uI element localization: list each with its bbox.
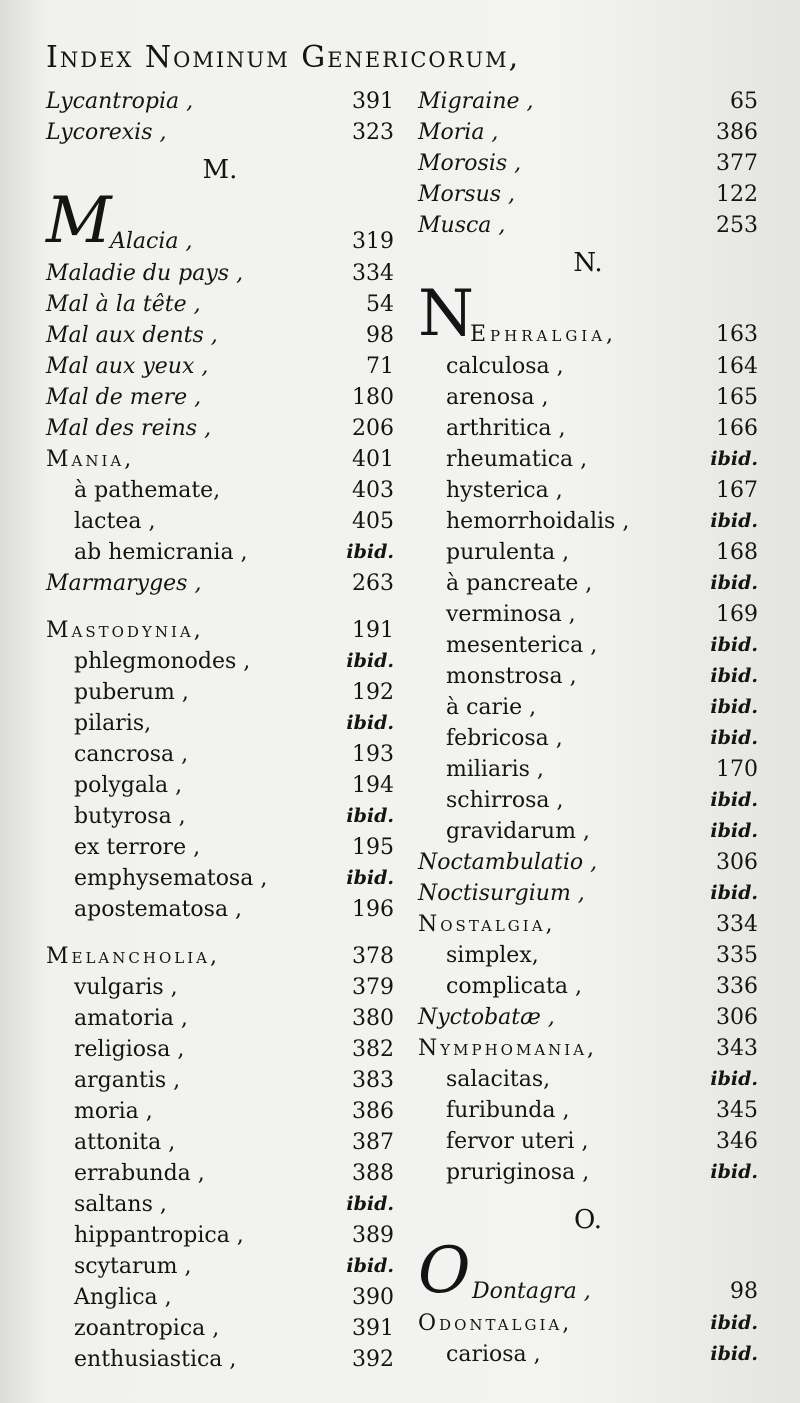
entry-term: simplex,: [446, 943, 539, 968]
entry-term: hemorrhoidalis ,: [446, 509, 630, 534]
index-entry: [418, 475, 758, 506]
entry-page: 383: [352, 1068, 394, 1093]
index-entry: [46, 941, 394, 972]
dropcap-letter: N: [418, 277, 474, 351]
entry-term: pruriginosa ,: [446, 1160, 590, 1185]
dropcap-entry-nephralgia: [418, 277, 758, 351]
entry-page: 382: [352, 1037, 394, 1062]
index-entry: [418, 210, 758, 241]
entry-page: ibid.: [346, 712, 394, 734]
entry-term: Nyctobatæ ,: [418, 1005, 555, 1030]
entry-page: 386: [352, 1099, 394, 1124]
index-entry: [46, 646, 394, 677]
entry-term: Anglica ,: [74, 1285, 172, 1310]
index-entry: [418, 816, 758, 847]
index-entry: [46, 1003, 394, 1034]
index-entry: [418, 661, 758, 692]
index-entry: [418, 692, 758, 723]
entry-page: ibid.: [710, 882, 758, 904]
index-entry: [46, 351, 394, 382]
index-entry: [418, 909, 758, 940]
entry-page: 253: [716, 213, 758, 238]
entry-page: 194: [352, 773, 394, 798]
entry-term: Morsus ,: [418, 182, 516, 207]
index-entry: [46, 1158, 394, 1189]
entry-term: Marmaryges ,: [46, 571, 202, 596]
index-entry: [418, 723, 758, 754]
index-entry: [46, 894, 394, 925]
entry-term: verminosa ,: [446, 602, 576, 627]
entry-page: 164: [716, 354, 758, 379]
entry-page: 386: [716, 120, 758, 145]
index-entry: [418, 148, 758, 179]
entry-term: Morosis ,: [418, 151, 522, 176]
entry-term: errabunda ,: [74, 1161, 205, 1186]
entry-term: gravidarum ,: [446, 819, 590, 844]
entry-page: 391: [352, 1316, 394, 1341]
entry-page: ibid.: [346, 650, 394, 672]
entry-page: ibid.: [346, 805, 394, 827]
entry-term: attonita ,: [74, 1130, 176, 1155]
entry-term: lactea ,: [74, 509, 156, 534]
entry-page: 387: [352, 1130, 394, 1155]
entry-page: 98: [730, 1279, 758, 1304]
index-entry: [46, 832, 394, 863]
entry-term: purulenta ,: [446, 540, 570, 565]
entry-term: salacitas,: [446, 1067, 551, 1092]
entry-page: 389: [352, 1223, 394, 1248]
index-entry: [46, 1313, 394, 1344]
entry-page: ibid.: [710, 1161, 758, 1183]
entry-term: Mal de mere ,: [46, 385, 202, 410]
entry-term: Dontagra ,: [472, 1279, 591, 1304]
entry-page: 163: [716, 322, 758, 347]
left-mastodynia-entries: [46, 615, 394, 925]
section-heading-n: N.: [573, 248, 603, 278]
index-entry: [418, 1002, 758, 1033]
entry-term: ex terrore ,: [74, 835, 201, 860]
entry-term: hippantropica ,: [74, 1223, 244, 1248]
entry-page: 196: [352, 897, 394, 922]
entry-page: 334: [352, 261, 394, 286]
index-entry: [46, 289, 394, 320]
entry-term: arenosa ,: [446, 385, 549, 410]
index-entry: [46, 568, 394, 599]
right-column: [418, 86, 758, 1370]
entry-page: ibid.: [710, 448, 758, 470]
entry-term: schirrosa ,: [446, 788, 564, 813]
entry-page: 343: [716, 1036, 758, 1061]
right-odontalgia-entries: [418, 1308, 758, 1370]
entry-page: 345: [716, 1098, 758, 1123]
index-entry: [418, 1126, 758, 1157]
entry-term: Noctambulatio ,: [418, 850, 598, 875]
entry-page: ibid.: [710, 665, 758, 687]
index-entry: [46, 739, 394, 770]
entry-term: complicata ,: [446, 974, 582, 999]
entry-term: cancrosa ,: [74, 742, 189, 767]
entry-term: Mania,: [46, 447, 135, 472]
page-header: Index Nominum Genericorum,: [46, 40, 521, 75]
entry-term: scytarum ,: [74, 1254, 192, 1279]
entry-term: mesenterica ,: [446, 633, 598, 658]
index-entry: [46, 615, 394, 646]
entry-term: febricosa ,: [446, 726, 563, 751]
entry-page: 122: [716, 182, 758, 207]
entry-page: ibid.: [346, 1193, 394, 1215]
entry-page: 377: [716, 151, 758, 176]
entry-term: amatoria ,: [74, 1006, 188, 1031]
index-entry: [418, 179, 758, 210]
entry-page: ibid.: [710, 1068, 758, 1090]
index-entry: [418, 382, 758, 413]
right-nephralgia-entries: [418, 351, 758, 1188]
entry-term: religiosa ,: [74, 1037, 185, 1062]
dropcap-letter: O: [418, 1234, 471, 1308]
entry-term: moria ,: [74, 1099, 153, 1124]
index-entry: [46, 1127, 394, 1158]
entry-page: 392: [352, 1347, 394, 1372]
entry-term: puberum ,: [74, 680, 189, 705]
index-entry: [418, 1157, 758, 1188]
index-entry: [418, 413, 758, 444]
entry-page: 71: [366, 354, 394, 379]
entry-term: phlegmonodes ,: [74, 649, 251, 674]
entry-page: 336: [716, 974, 758, 999]
index-entry: [46, 413, 394, 444]
index-entry: [46, 1189, 394, 1220]
index-entry: [418, 1064, 758, 1095]
index-entry: [418, 878, 758, 909]
entry-page: ibid.: [710, 1312, 758, 1334]
left-melancholia-entries: [46, 941, 394, 1375]
entry-term: cariosa ,: [446, 1342, 541, 1367]
entry-term: Mal des reins ,: [46, 416, 212, 441]
left-top-entries: [46, 86, 394, 148]
entry-term: butyrosa ,: [74, 804, 186, 829]
entry-term: apostematosa ,: [74, 897, 243, 922]
entry-term: hysterica ,: [446, 478, 563, 503]
entry-term: Maladie du pays ,: [46, 261, 244, 286]
entry-page: 391: [352, 89, 394, 114]
index-entry: [46, 708, 394, 739]
index-entry: [418, 630, 758, 661]
entry-term: ab hemicrania ,: [74, 540, 248, 565]
entry-page: ibid.: [710, 510, 758, 532]
dropcap-entry-malacia: [46, 184, 394, 258]
section-heading-m: M.: [202, 155, 238, 185]
entry-term: fervor uteri ,: [446, 1129, 589, 1154]
entry-page: 65: [730, 89, 758, 114]
entry-page: 346: [716, 1129, 758, 1154]
entry-page: 390: [352, 1285, 394, 1310]
entry-term: polygala ,: [74, 773, 183, 798]
index-entry: [46, 1096, 394, 1127]
entry-term: rheumatica ,: [446, 447, 588, 472]
entry-term: saltans ,: [74, 1192, 167, 1217]
index-entry: [46, 475, 394, 506]
index-entry: [418, 847, 758, 878]
entry-page: 263: [352, 571, 394, 596]
index-entry: [418, 599, 758, 630]
index-entry: [418, 1095, 758, 1126]
entry-term: arthritica ,: [446, 416, 566, 441]
index-entry: [418, 444, 758, 475]
entry-page: 98: [366, 323, 394, 348]
entry-page: 335: [716, 943, 758, 968]
entry-term: Nostalgia,: [418, 912, 556, 937]
entry-page: 170: [716, 757, 758, 782]
index-entry: [418, 86, 758, 117]
entry-term: argantis ,: [74, 1068, 181, 1093]
entry-page: ibid.: [710, 727, 758, 749]
entry-page: 334: [716, 912, 758, 937]
entry-page: 54: [366, 292, 394, 317]
dropcap-letter: M: [46, 184, 112, 258]
entry-term: enthusiastica ,: [74, 1347, 237, 1372]
entry-term: zoantropica ,: [74, 1316, 220, 1341]
entry-page: ibid.: [710, 634, 758, 656]
entry-page: 167: [716, 478, 758, 503]
entry-page: 195: [352, 835, 394, 860]
entry-page: 403: [352, 478, 394, 503]
index-entry: [418, 1308, 758, 1339]
entry-page: 306: [716, 850, 758, 875]
entry-page: 191: [352, 618, 394, 643]
entry-page: 166: [716, 416, 758, 441]
entry-term: à carie ,: [446, 695, 537, 720]
entry-page: 323: [352, 120, 394, 145]
index-entry: [418, 1339, 758, 1370]
entry-page: ibid.: [710, 789, 758, 811]
entry-term: Mastodynia,: [46, 618, 204, 643]
entry-term: Melancholia,: [46, 944, 220, 969]
index-entry: [418, 568, 758, 599]
index-entry: [418, 754, 758, 785]
entry-term: à pancreate ,: [446, 571, 593, 596]
entry-term: Migraine ,: [418, 89, 534, 114]
index-entry: [46, 770, 394, 801]
index-entry: [46, 86, 394, 117]
entry-term: Odontalgia,: [418, 1311, 573, 1336]
index-entry: [418, 351, 758, 382]
entry-page: ibid.: [710, 1343, 758, 1365]
dropcap-entry-odontagra: [418, 1234, 758, 1308]
entry-page: ibid.: [710, 820, 758, 842]
entry-term: monstrosa ,: [446, 664, 577, 689]
index-entry: [46, 1220, 394, 1251]
entry-page: ibid.: [346, 541, 394, 563]
entry-page: 206: [352, 416, 394, 441]
index-entry: [46, 117, 394, 148]
entry-page: ibid.: [710, 696, 758, 718]
index-entry: [46, 972, 394, 1003]
index-entry: [46, 320, 394, 351]
index-entry: [46, 1065, 394, 1096]
entry-term: Mal aux dents ,: [46, 323, 218, 348]
entry-term: Mal aux yeux ,: [46, 354, 209, 379]
left-column: [46, 86, 394, 1375]
entry-page: 306: [716, 1005, 758, 1030]
right-top-entries: [418, 86, 758, 241]
index-entry: [46, 258, 394, 289]
entry-term: Ephralgia,: [470, 322, 618, 347]
entry-term: calculosa ,: [446, 354, 564, 379]
entry-term: pilaris,: [74, 711, 152, 736]
entry-term: Lycantropia ,: [46, 89, 194, 114]
entry-page: 180: [352, 385, 394, 410]
entry-term: Lycorexis ,: [46, 120, 167, 145]
index-entry: [418, 785, 758, 816]
index-entry: [46, 1282, 394, 1313]
entry-page: 388: [352, 1161, 394, 1186]
entry-page: 319: [352, 229, 394, 254]
entry-page: 378: [352, 944, 394, 969]
index-entry: [46, 506, 394, 537]
entry-term: Mal à la tête ,: [46, 292, 201, 317]
entry-term: miliaris ,: [446, 757, 544, 782]
section-heading-o: O.: [573, 1205, 603, 1235]
entry-term: Nymphomania,: [418, 1036, 598, 1061]
index-entry: [46, 863, 394, 894]
index-entry: [46, 1251, 394, 1282]
entry-page: 401: [352, 447, 394, 472]
entry-page: 168: [716, 540, 758, 565]
entry-term: vulgaris ,: [74, 975, 178, 1000]
entry-term: Moria ,: [418, 120, 499, 145]
entry-term: furibunda ,: [446, 1098, 570, 1123]
index-entry: [46, 677, 394, 708]
index-entry: [46, 1344, 394, 1375]
index-entry: [46, 382, 394, 413]
index-entry: [418, 1033, 758, 1064]
index-entry: [418, 117, 758, 148]
entry-term: emphysematosa ,: [74, 866, 268, 891]
left-mal-entries: [46, 258, 394, 599]
index-entry: [418, 537, 758, 568]
entry-term: Alacia ,: [110, 229, 193, 254]
entry-page: ibid.: [346, 1255, 394, 1277]
entry-page: ibid.: [710, 572, 758, 594]
index-entry: [418, 506, 758, 537]
entry-page: 405: [352, 509, 394, 534]
entry-term: à pathemate,: [74, 478, 221, 503]
entry-page: ibid.: [346, 867, 394, 889]
index-entry: [46, 444, 394, 475]
entry-term: Noctisurgium ,: [418, 881, 585, 906]
index-entry: [46, 1034, 394, 1065]
entry-page: 379: [352, 975, 394, 1000]
entry-page: 169: [716, 602, 758, 627]
entry-page: 192: [352, 680, 394, 705]
entry-page: 193: [352, 742, 394, 767]
index-entry: [46, 801, 394, 832]
entry-term: Musca ,: [418, 213, 506, 238]
entry-page: 165: [716, 385, 758, 410]
entry-page: 380: [352, 1006, 394, 1031]
index-entry: [418, 940, 758, 971]
index-entry: [46, 537, 394, 568]
index-entry: [418, 971, 758, 1002]
